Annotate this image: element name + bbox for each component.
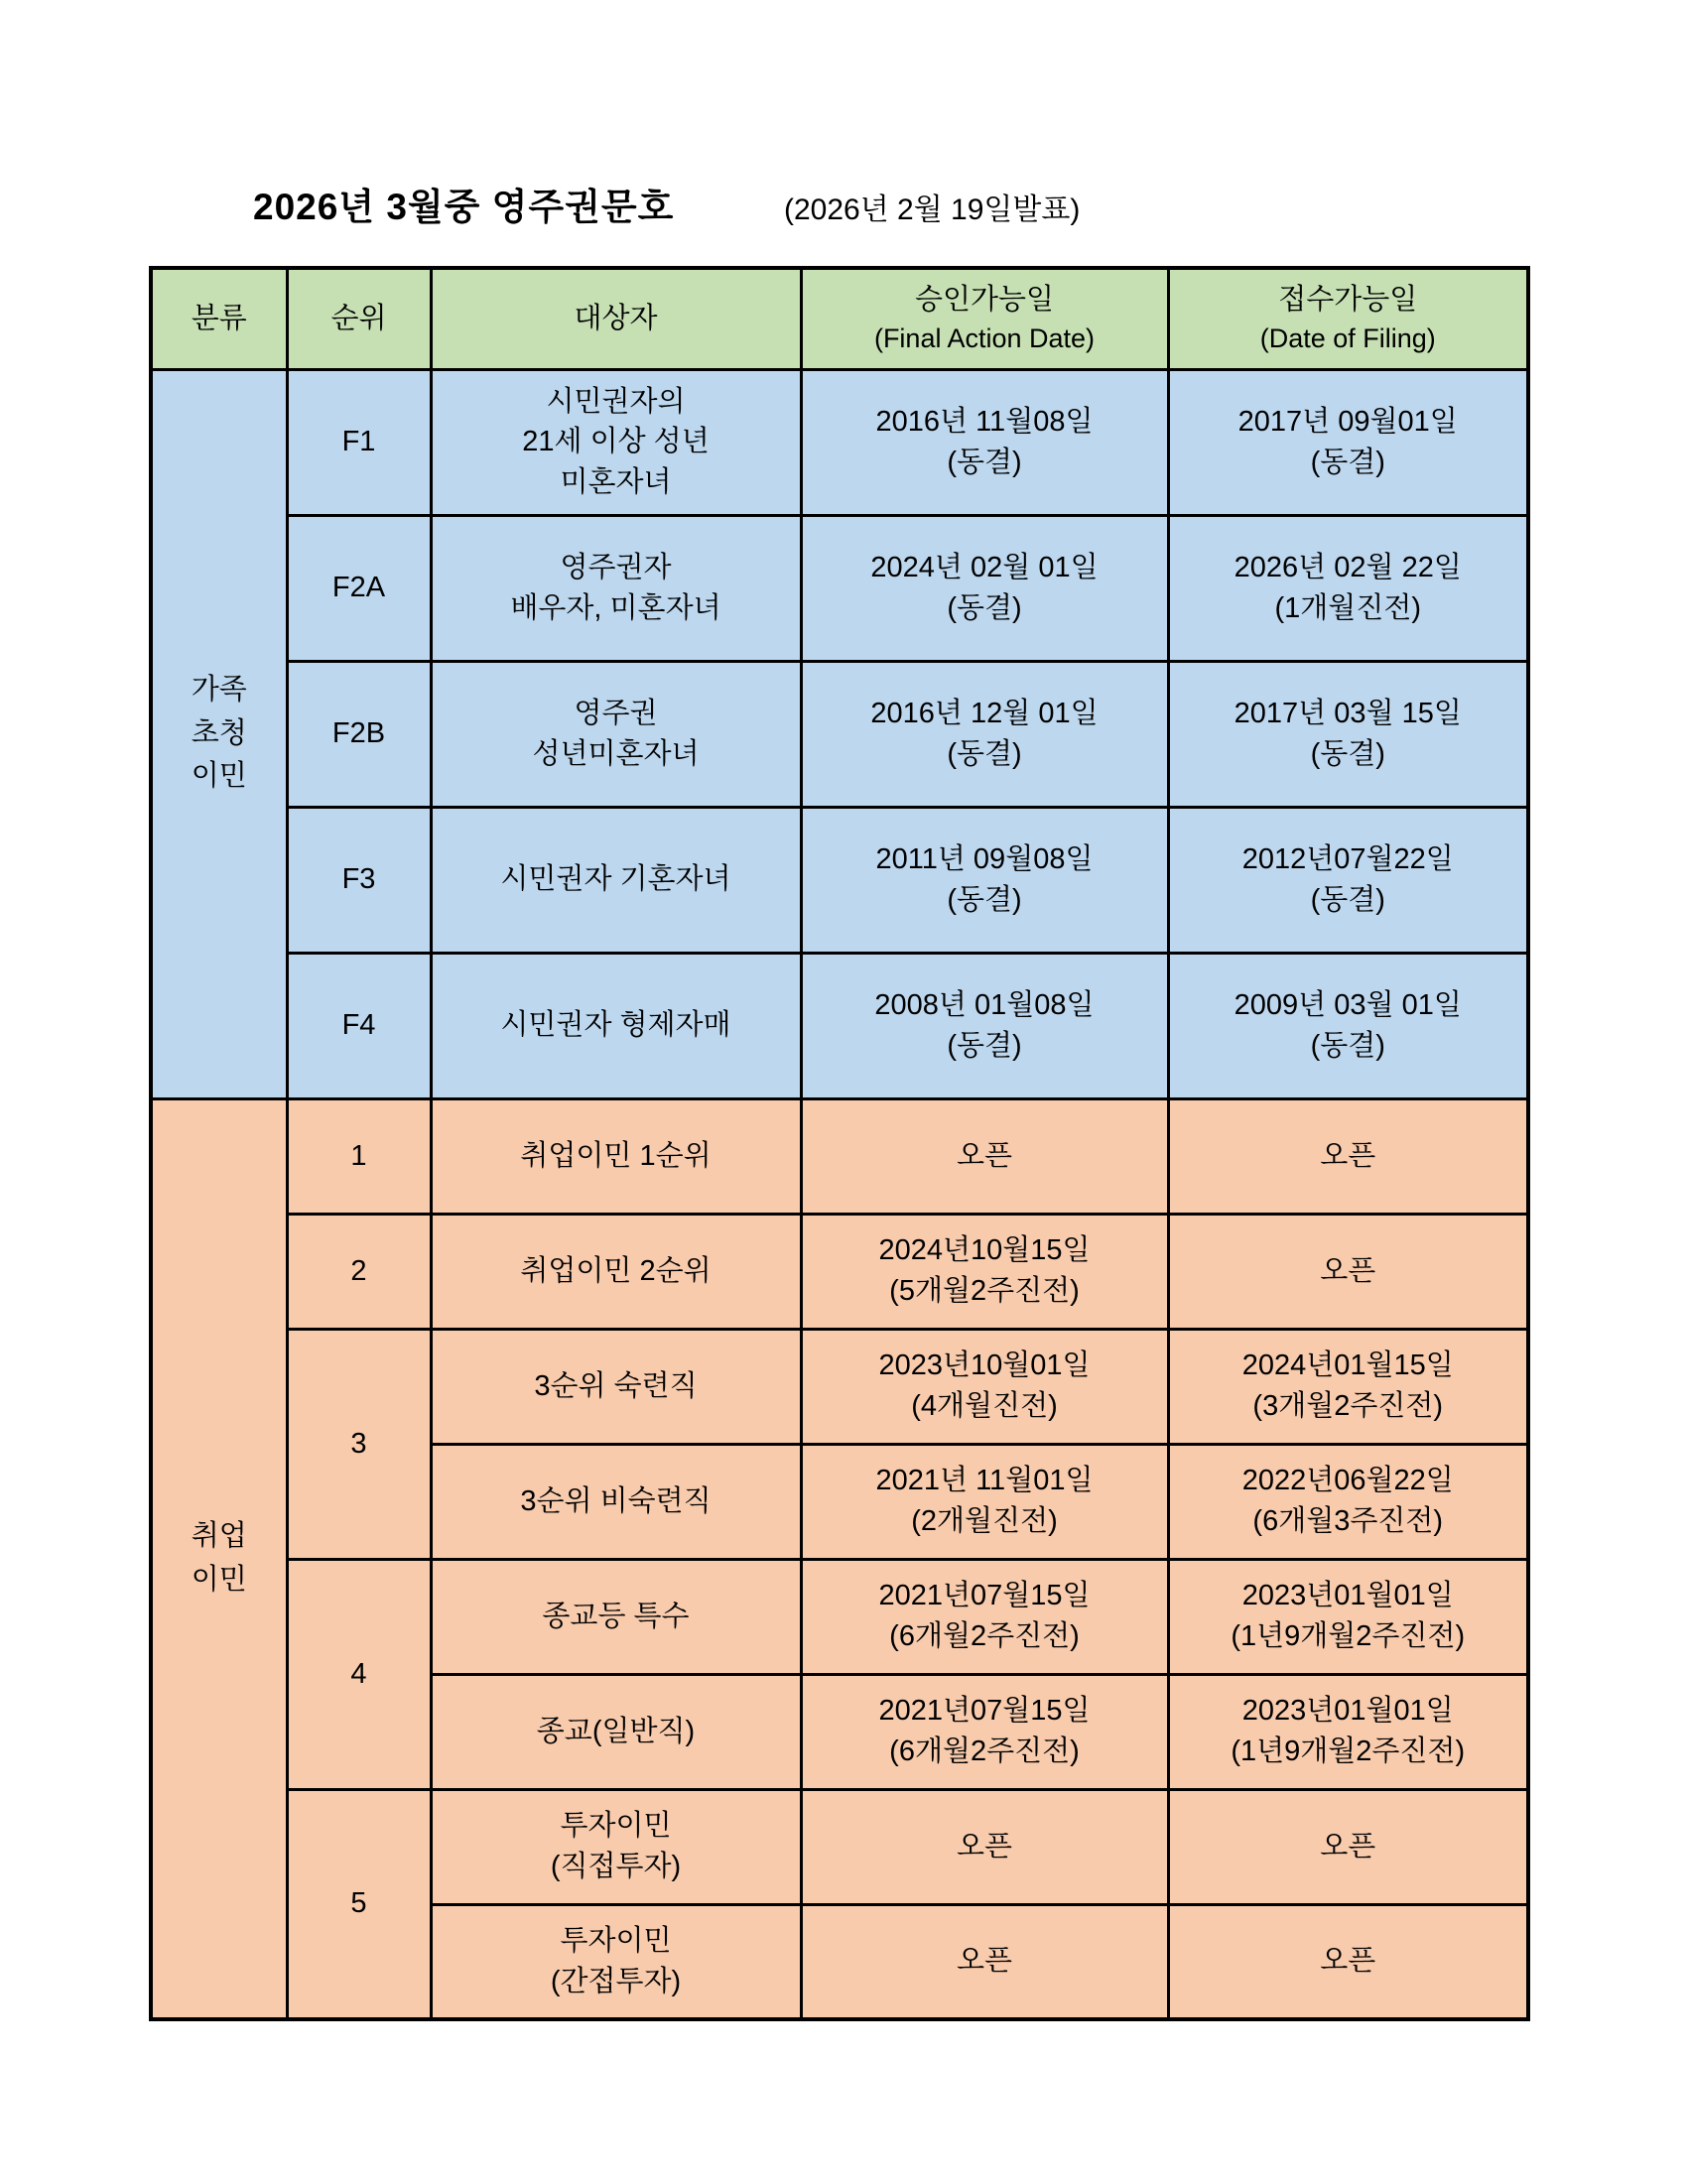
text-line: 시민권자 형제자매 <box>500 1009 731 1042</box>
applicant-cell <box>431 1098 801 1214</box>
text-line: 2016년 12월 01일 <box>870 697 1099 729</box>
header-date-of-filing-ko: 접수가능일 <box>1278 284 1418 317</box>
text-line: 2023년01월01일 <box>1241 1580 1454 1612</box>
filing-cell <box>1168 1559 1528 1674</box>
rank-cell: F2B <box>287 661 431 807</box>
text-line: 투자이민 <box>560 1925 672 1958</box>
final-action-cell <box>801 807 1168 953</box>
text-line: (1년9개월2주진전) <box>1231 1735 1466 1767</box>
final-action-cell <box>801 1904 1168 2019</box>
applicant-cell <box>431 1904 801 2019</box>
text-line: (동결) <box>947 883 1022 916</box>
text-line: 성년미혼자녀 <box>532 737 700 770</box>
filing-cell <box>1168 1214 1528 1329</box>
final-action-cell <box>801 953 1168 1098</box>
applicant-cell <box>431 369 801 515</box>
text-line: (1개월진전) <box>1274 591 1421 624</box>
text-line: 영주권 <box>574 697 658 729</box>
rank-cell: 5 <box>287 1789 431 2019</box>
text-line: (3개월2주진전) <box>1252 1390 1444 1422</box>
filing-cell <box>1168 1904 1528 2019</box>
text-line: 초청 <box>191 716 247 749</box>
applicant-cell <box>431 807 801 953</box>
text-line: 2024년 02월 01일 <box>870 551 1099 583</box>
text-line: 가족 <box>191 674 247 707</box>
final-action-cell <box>801 1098 1168 1214</box>
applicant-cell <box>431 1214 801 1329</box>
table-row <box>151 807 1528 953</box>
table-row <box>151 1214 1528 1329</box>
final-action-cell <box>801 1559 1168 1674</box>
table-row <box>151 953 1528 1098</box>
table-row <box>151 369 1528 515</box>
text-line: 2022년06월22일 <box>1241 1465 1454 1497</box>
rank-cell: F3 <box>287 807 431 953</box>
text-line: 2023년01월01일 <box>1241 1695 1454 1728</box>
text-line: (동결) <box>947 737 1022 770</box>
filing-cell <box>1168 1789 1528 1904</box>
applicant-cell <box>431 515 801 661</box>
header-date-of-filing-en: (Date of Filing) <box>1259 322 1436 353</box>
text-line: 영주권자 <box>560 551 672 583</box>
text-line: 2024년01월15일 <box>1241 1349 1454 1382</box>
table-header-row <box>151 268 1528 369</box>
filing-cell <box>1168 1674 1528 1789</box>
text-line: 배우자, 미혼자녀 <box>510 591 721 624</box>
text-line: (동결) <box>1310 446 1385 478</box>
announcement-date: (2026년 2월 19일발표) <box>784 193 1081 226</box>
text-line: 오픈 <box>956 1945 1013 1978</box>
text-line: (동결) <box>1310 883 1385 916</box>
text-line: (동결) <box>1310 737 1385 770</box>
applicant-cell <box>431 1559 801 1674</box>
applicant-cell <box>431 953 801 1098</box>
text-line: 2017년 03월 15일 <box>1234 697 1462 729</box>
filing-cell <box>1168 1329 1528 1444</box>
text-line: (동결) <box>947 591 1022 624</box>
header-date-of-filing <box>1168 268 1528 369</box>
text-line: 2024년10월15일 <box>878 1234 1091 1267</box>
text-line: 2012년07월22일 <box>1241 842 1454 875</box>
header-applicant: 대상자 <box>431 268 801 369</box>
filing-cell <box>1168 1444 1528 1559</box>
final-action-cell <box>801 369 1168 515</box>
header-final-action <box>801 268 1168 369</box>
text-line: (간접투자) <box>550 1965 682 1997</box>
visa-bulletin-table <box>149 266 1530 2021</box>
text-line: (동결) <box>947 446 1022 478</box>
text-line: (동결) <box>1310 1029 1385 1062</box>
text-line: 오픈 <box>1320 1254 1376 1287</box>
text-line: 3순위 비숙련직 <box>520 1484 712 1517</box>
text-line: 2021년07월15일 <box>878 1695 1091 1728</box>
filing-cell <box>1168 369 1528 515</box>
header-category: 분류 <box>151 268 287 369</box>
header-final-action-ko: 승인가능일 <box>914 284 1055 317</box>
text-line: (6개월2주진전) <box>889 1735 1080 1767</box>
text-line: 시민권자 기혼자녀 <box>500 863 731 896</box>
text-line: (6개월2주진전) <box>889 1620 1080 1652</box>
applicant-cell <box>431 1329 801 1444</box>
text-line: 투자이민 <box>560 1810 672 1843</box>
text-line: 오픈 <box>1320 1139 1376 1172</box>
filing-cell <box>1168 661 1528 807</box>
text-line: (직접투자) <box>550 1851 682 1882</box>
text-line: (2개월진전) <box>911 1505 1058 1537</box>
text-line: 오픈 <box>1320 1830 1376 1863</box>
table-row <box>151 515 1528 661</box>
text-line: 2008년 01월08일 <box>874 988 1095 1021</box>
text-line: 미혼자녀 <box>560 465 672 498</box>
text-line: 종교등 특수 <box>542 1600 690 1632</box>
text-line: (4개월진전) <box>911 1390 1058 1422</box>
text-line: 이민 <box>191 760 247 793</box>
applicant-cell <box>431 1444 801 1559</box>
filing-cell <box>1168 1098 1528 1214</box>
text-line: 2023년10월01일 <box>878 1349 1091 1382</box>
table-row <box>151 1098 1528 1214</box>
text-line: 2009년 03월 01일 <box>1234 988 1462 1021</box>
text-line: 21세 이상 성년 <box>522 426 710 458</box>
section-family-label <box>151 369 287 1098</box>
text-line: 3순위 숙련직 <box>534 1369 698 1402</box>
final-action-cell <box>801 1329 1168 1444</box>
text-line: 취업이민 1순위 <box>520 1139 712 1172</box>
text-line: 2011년 09월08일 <box>875 842 1094 875</box>
rank-cell: 2 <box>287 1214 431 1329</box>
text-line: (6개월3주진전) <box>1252 1505 1444 1537</box>
rank-cell: F4 <box>287 953 431 1098</box>
applicant-cell <box>431 1789 801 1904</box>
text-line: 시민권자의 <box>546 385 686 418</box>
text-line: (동결) <box>947 1029 1022 1062</box>
text-line: 오픈 <box>956 1139 1013 1172</box>
rank-cell: F1 <box>287 369 431 515</box>
text-line: 이민 <box>191 1563 247 1596</box>
final-action-cell <box>801 1789 1168 1904</box>
final-action-cell <box>801 515 1168 661</box>
text-line: 종교(일반직) <box>536 1715 696 1747</box>
section-employment-label <box>151 1098 287 2019</box>
text-line: (1년9개월2주진전) <box>1231 1620 1466 1652</box>
rank-cell: F2A <box>287 515 431 661</box>
table-row <box>151 1559 1528 1674</box>
final-action-cell <box>801 1444 1168 1559</box>
filing-cell <box>1168 953 1528 1098</box>
text-line: 2017년 09월01일 <box>1237 405 1458 438</box>
applicant-cell <box>431 661 801 807</box>
text-line: 취업이민 2순위 <box>520 1254 712 1287</box>
rank-cell: 4 <box>287 1559 431 1789</box>
final-action-cell <box>801 661 1168 807</box>
table-row <box>151 1789 1528 1904</box>
text-line: 2021년 11월01일 <box>875 1465 1094 1497</box>
rank-cell: 3 <box>287 1329 431 1559</box>
text-line: 오픈 <box>956 1830 1013 1863</box>
page-title: 2026년 3월중 영주권문호 <box>253 187 675 227</box>
text-line: 2021년07월15일 <box>878 1580 1091 1612</box>
final-action-cell <box>801 1674 1168 1789</box>
applicant-cell <box>431 1674 801 1789</box>
header-final-action-en: (Final Action Date) <box>873 322 1096 353</box>
filing-cell <box>1168 807 1528 953</box>
header-rank: 순위 <box>287 268 431 369</box>
rank-cell: 1 <box>287 1098 431 1214</box>
final-action-cell <box>801 1214 1168 1329</box>
text-line: (5개월2주진전) <box>889 1275 1080 1307</box>
text-line: 취업 <box>191 1520 247 1553</box>
text-line: 오픈 <box>1320 1945 1376 1978</box>
text-line: 2016년 11월08일 <box>875 405 1094 438</box>
table-row <box>151 1329 1528 1444</box>
filing-cell <box>1168 515 1528 661</box>
table-row <box>151 661 1528 807</box>
text-line: 2026년 02월 22일 <box>1234 551 1462 583</box>
